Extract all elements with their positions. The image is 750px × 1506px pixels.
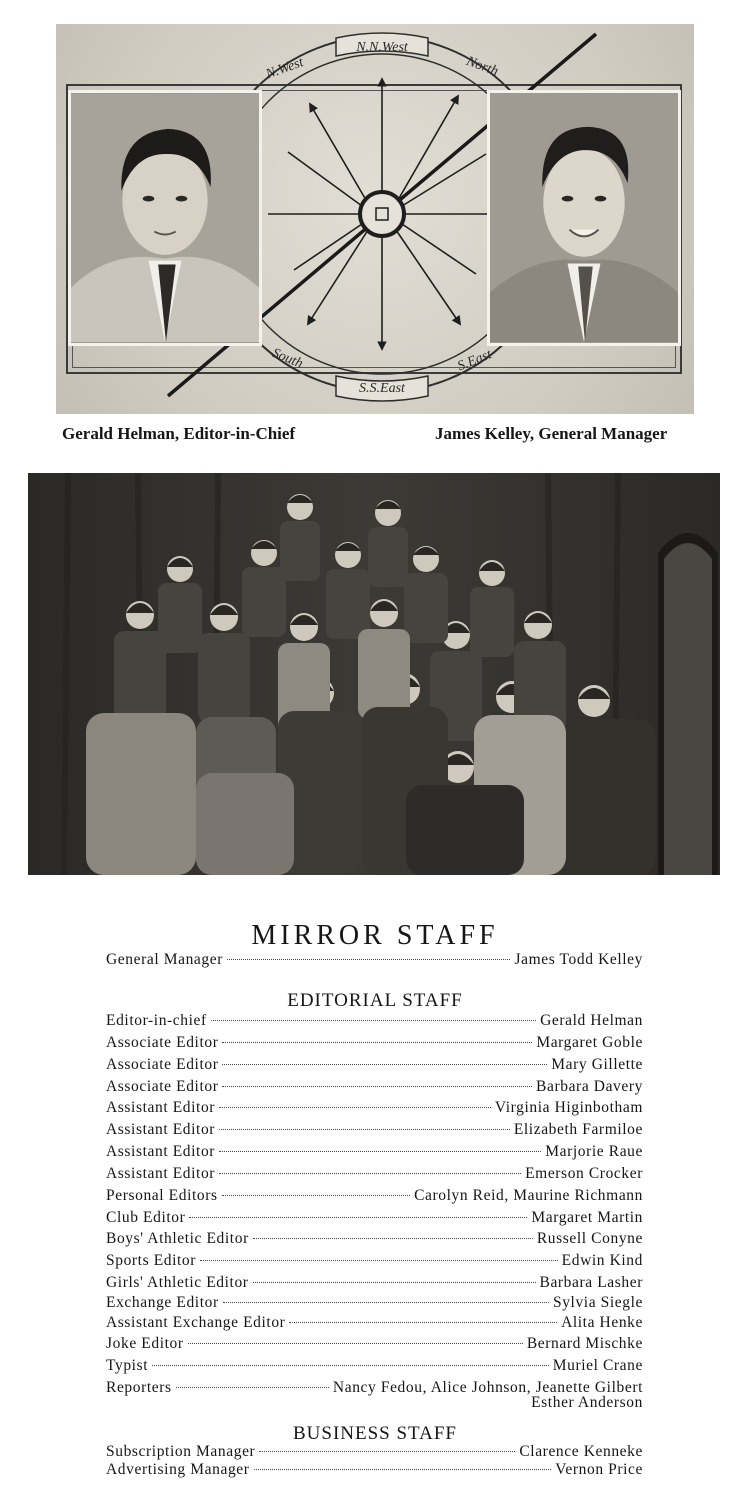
staff-row (106, 1461, 643, 1481)
staff-row (106, 1165, 643, 1185)
leader-dots (176, 1386, 329, 1388)
compass-word-se: S.East (455, 347, 494, 375)
staff-name: Mary Gillette (551, 1056, 643, 1073)
staff-name: Muriel Crane (552, 1357, 643, 1374)
role-label: Exchange Editor (106, 1294, 219, 1311)
role-label: Associate Editor (106, 1078, 219, 1095)
staff-name: Virginia Higinbotham (494, 1099, 643, 1116)
reporters-continued: Esther Anderson (531, 1394, 643, 1411)
leader-dots (211, 1019, 536, 1021)
role-label: General Manager (106, 951, 224, 968)
caption-editor-in-chief: Gerald Helman, Editor-in-Chief (62, 424, 296, 443)
business-staff-heading: BUSINESS STAFF (292, 1423, 457, 1444)
staff-name: Alita Henke (561, 1314, 643, 1331)
staff-name: Margaret Goble (536, 1034, 643, 1051)
leader-dots (223, 1301, 549, 1303)
leader-dots (219, 1150, 541, 1152)
role-label: Assistant Editor (106, 1143, 216, 1160)
staff-name: Nancy Fedou, Alice Johnson, Jeanette Gilbert (332, 1379, 643, 1396)
compass-word-nnw: N.N.West (356, 40, 408, 55)
staff-row (106, 1187, 643, 1207)
staff-name: Barbara Davery (536, 1078, 643, 1095)
leader-dots (200, 1259, 558, 1261)
portrait-general-manager (487, 90, 681, 346)
staff-row (106, 1252, 643, 1272)
staff-row (106, 1121, 643, 1141)
leader-dots (219, 1106, 491, 1108)
caption-general-manager: James Kelley, General Manager (435, 424, 668, 443)
role-label: Associate Editor (106, 1034, 219, 1051)
compass-word-nw: N.West (264, 55, 306, 83)
leader-dots (259, 1450, 515, 1452)
role-label: Club Editor (106, 1209, 186, 1226)
role-label: Personal Editors (106, 1187, 218, 1204)
role-label: Girls' Athletic Editor (106, 1274, 249, 1291)
staff-row (106, 1056, 643, 1076)
leader-dots (253, 1281, 536, 1283)
leader-dots (222, 1194, 410, 1196)
leader-dots (227, 958, 510, 960)
staff-row (106, 1443, 643, 1463)
role-label: Assistant Exchange Editor (106, 1314, 286, 1331)
compass-word-north: North (464, 54, 501, 80)
leader-dots (219, 1128, 510, 1130)
role-label: Boys' Athletic Editor (106, 1230, 249, 1247)
role-label: Advertising Manager (106, 1461, 250, 1478)
staff-name: James Todd Kelley (514, 951, 643, 968)
leader-dots (222, 1085, 532, 1087)
staff-name: Edwin Kind (561, 1252, 643, 1269)
role-label: Associate Editor (106, 1056, 219, 1073)
compass-word-sse: S.S.East (359, 381, 405, 396)
staff-name: Clarence Kenneke (519, 1443, 643, 1460)
portrait-james-kelley (490, 93, 678, 343)
leader-dots (222, 1063, 547, 1065)
staff-name: Marjorie Raue (545, 1143, 643, 1160)
staff-row (106, 1274, 643, 1294)
role-label: Reporters (106, 1379, 172, 1396)
staff-row (106, 1012, 643, 1032)
role-label: Subscription Manager (106, 1443, 256, 1460)
role-label: Assistant Editor (106, 1099, 216, 1116)
role-label: Editor-in-chief (106, 1012, 207, 1029)
staff-name: Sylvia Siegle (552, 1294, 643, 1311)
staff-name: Gerald Helman (540, 1012, 643, 1029)
staff-row (106, 1099, 643, 1119)
staff-name: Elizabeth Farmiloe (513, 1121, 643, 1138)
staff-name: Margaret Martin (531, 1209, 643, 1226)
staff-row (106, 1294, 643, 1314)
leader-dots (253, 1237, 533, 1239)
staff-name: Vernon Price (555, 1461, 643, 1478)
leader-dots (222, 1041, 532, 1043)
mirror-staff-title: MIRROR STAFF (251, 920, 499, 951)
role-label: Assistant Editor (106, 1121, 216, 1138)
staff-row (106, 1230, 643, 1250)
staff-group-photo (28, 473, 720, 875)
role-label: Joke Editor (106, 1335, 184, 1352)
staff-name: Barbara Lasher (539, 1274, 643, 1291)
group-photo-image (28, 473, 720, 875)
leader-dots (188, 1342, 523, 1344)
editorial-staff-heading: EDITORIAL STAFF (287, 990, 463, 1011)
staff-name: Russell Conyne (536, 1230, 643, 1247)
staff-row (106, 1314, 643, 1334)
leader-dots (289, 1321, 557, 1323)
staff-row (106, 1143, 643, 1163)
staff-row (106, 1034, 643, 1054)
portrait-editor-in-chief (68, 90, 262, 346)
general-manager-row (106, 951, 643, 971)
leader-dots (152, 1364, 549, 1366)
staff-row (106, 1209, 643, 1229)
compass-banner (56, 24, 694, 414)
role-label: Sports Editor (106, 1252, 197, 1269)
staff-name: Carolyn Reid, Maurine Richmann (414, 1187, 643, 1204)
role-label: Typist (106, 1357, 149, 1374)
leader-dots (219, 1172, 521, 1174)
portrait-gerald-helman (71, 93, 259, 343)
staff-row (106, 1357, 643, 1377)
staff-name: Bernard Mischke (526, 1335, 643, 1352)
compass-word-south: South (269, 345, 305, 372)
role-label: Assistant Editor (106, 1165, 216, 1182)
staff-row (106, 1078, 643, 1098)
staff-name: Emerson Crocker (525, 1165, 643, 1182)
staff-row (106, 1335, 643, 1355)
leader-dots (189, 1216, 527, 1218)
leader-dots (254, 1468, 552, 1470)
